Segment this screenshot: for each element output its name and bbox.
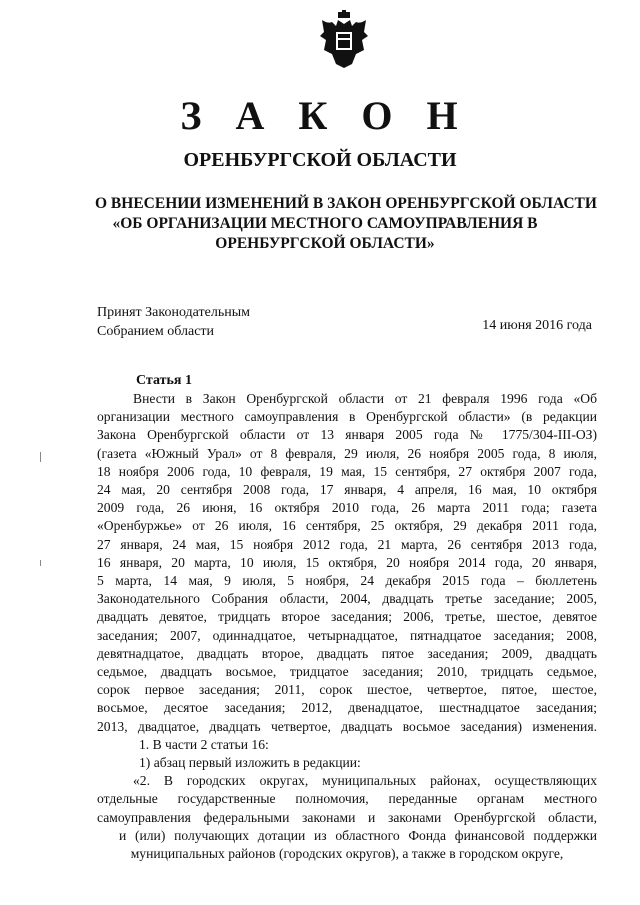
- quote-line: отдельные государственные полномочия, переданные органам местного: [97, 791, 597, 807]
- adoption-note: [97, 303, 250, 341]
- quote-line: самоуправления федеральными законами и законами Оренбургской области,: [97, 809, 597, 825]
- subject-line: ОРЕНБУРГСКОЙ ОБЛАСТИ»: [215, 235, 435, 252]
- body-line: Закона Оренбургской области от 13 января 2005 года № 1775/304-III-ОЗ): [97, 427, 597, 443]
- quote-line: и (или) получающих дотации из областного Фонда финансовой поддержки: [119, 827, 597, 843]
- article-body: [97, 390, 597, 863]
- region-title: ОРЕНБУРГСКОЙ ОБЛАСТИ: [183, 149, 457, 171]
- adoption-line: Собранием области: [97, 324, 215, 339]
- body-line: девятнадцатое, двадцать второе, двадцать пятое заседания; 2009, двадцать: [97, 645, 597, 661]
- item-line: 1) абзац первый изложить в редакции:: [139, 755, 361, 771]
- body-line: сорок первое заседания; 2011, сорок шестое, четвертое, пятое, шестое,: [97, 682, 597, 698]
- item-line: 1. В части 2 статьи 16:: [139, 736, 269, 752]
- coat-of-arms-icon: [318, 10, 370, 70]
- body-line: организации местного самоуправления в Оренбургской области» (в редакции: [97, 409, 597, 425]
- body-line: «Оренбуржье» от 26 июля, 16 сентября, 25 октября, 29 декабря 2011 года,: [97, 518, 597, 534]
- body-line: Законодательного Собрания области, 2004, двадцать третье заседание; 2005,: [97, 591, 597, 607]
- body-line: (газета «Южный Урал» от 8 февраля, 29 июля, 26 ноября 2005 года, 8 июля,: [97, 445, 597, 461]
- adoption-line: Принят Законодательным: [97, 305, 250, 320]
- body-line: седьмое, двадцать восьмое, тридцатое заседания; 2010, тридцать седьмое,: [97, 664, 597, 680]
- body-line: двадцать девятое, тридцать второе заседания; 2006, третье, шестое, девятое: [97, 609, 597, 625]
- quote-line: муниципальных районов (городских округов), а также в городском округе,: [130, 846, 564, 862]
- body-line: 2013, двадцатое, двадцать четвертое, двадцать восьмое заседания) изменения.: [97, 718, 597, 734]
- subject-line: «ОБ ОРГАНИЗАЦИИ МЕСТНОГО САМОУПРАВЛЕНИЯ В: [112, 215, 538, 232]
- body-line: 16 января, 20 марта, 10 июля, 15 октября, 20 ноября 2014 года, 20 января,: [97, 554, 597, 570]
- scan-mark: [40, 560, 41, 566]
- body-line: 5 марта, 14 мая, 9 июля, 5 ноября, 24 декабря 2015 года – бюллетень: [97, 573, 597, 589]
- subject-line: О ВНЕСЕНИИ ИЗМЕНЕНИЙ В ЗАКОН ОРЕНБУРГСКОЙ ОБЛАСТИ: [95, 195, 597, 212]
- law-title: З А К О Н: [180, 93, 470, 138]
- body-line: заседания; 2007, одиннадцатое, четырнадцатое, пятнадцатое заседания; 2008,: [97, 627, 597, 643]
- article-heading: Статья 1: [136, 373, 192, 388]
- body-line: восьмое, десятое заседания; 2012, двенадцатое, шестнадцатое заседания;: [97, 700, 597, 716]
- body-line: 18 ноября 2006 года, 10 февраля, 19 мая, 15 сентября, 27 октября 2007 года,: [97, 463, 597, 479]
- quote-line: «2. В городских округах, муниципальных районах, осуществляющих: [133, 773, 597, 789]
- body-line: 27 января, 24 мая, 15 ноября 2012 года, 21 марта, 26 сентября 2013 года,: [97, 536, 597, 552]
- body-line: Внести в Закон Оренбургской области от 21 февраля 1996 года «Об: [133, 391, 597, 406]
- body-line: 24 мая, 20 сентября 2008 года, 17 января, 4 апреля, 16 мая, 10 октября: [97, 482, 597, 498]
- adoption-date: 14 июня 2016 года: [482, 318, 592, 333]
- body-line: 2009 года, 26 июня, 16 октября 2010 года, 26 марта 2011 года; газета: [97, 500, 597, 516]
- law-subject: [95, 194, 597, 254]
- scan-mark: [40, 452, 41, 462]
